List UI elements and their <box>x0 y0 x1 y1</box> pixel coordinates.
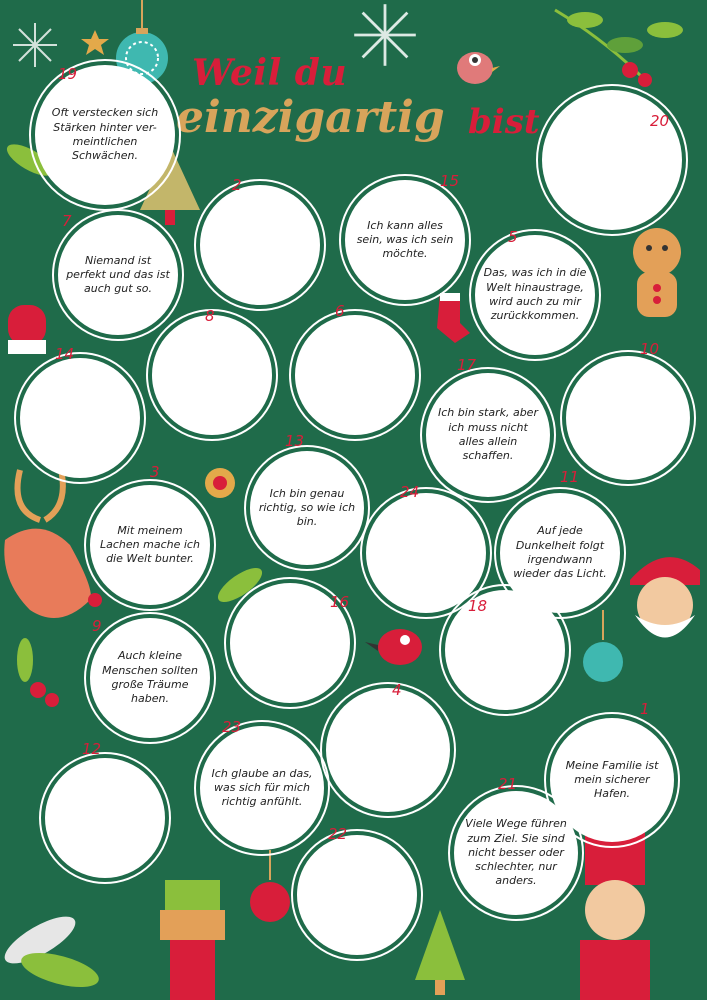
door-face <box>90 618 210 738</box>
ornament-gold-icon <box>200 455 240 505</box>
door-5[interactable] <box>469 229 601 361</box>
door-number: 20 <box>650 112 670 130</box>
door-face <box>200 185 320 305</box>
door-number: 19 <box>58 65 78 83</box>
door-number: 17 <box>457 356 477 374</box>
door-2[interactable] <box>194 179 326 311</box>
title-line-2: einzigartig <box>176 92 445 143</box>
door-text: Viele Wege führen zum Ziel. Sie sind nicht besser oder schlechter, nur anders. <box>465 817 567 888</box>
door-face <box>35 65 175 205</box>
bird-icon <box>450 40 500 90</box>
door-face <box>566 356 690 480</box>
door-10[interactable] <box>560 350 696 486</box>
door-number: 14 <box>55 345 75 363</box>
door-19[interactable] <box>29 59 181 211</box>
door-13[interactable] <box>244 445 370 571</box>
door-number: 10 <box>640 340 660 358</box>
door-4[interactable] <box>320 682 456 818</box>
door-text: Ich bin genau richtig, so wie ich bin. <box>258 486 356 529</box>
door-number: 22 <box>328 825 348 843</box>
door-number: 23 <box>222 718 242 736</box>
door-9[interactable] <box>84 612 216 744</box>
door-18[interactable] <box>439 584 571 716</box>
door-face <box>475 235 595 355</box>
door-15[interactable] <box>339 174 471 306</box>
door-text: Oft verstecken sich Stärken hinter ver-meintlichen Schwächen. <box>51 106 159 163</box>
door-number: 11 <box>560 468 580 486</box>
door-number: 6 <box>335 302 345 320</box>
door-text: Niemand ist perfekt und das ist auch gut so. <box>66 253 170 296</box>
door-number: 1 <box>640 700 650 718</box>
door-face <box>326 688 450 812</box>
door-number: 9 <box>92 617 102 635</box>
door-number: 12 <box>82 740 102 758</box>
door-face <box>454 791 578 915</box>
holly-berries-icon <box>0 620 70 740</box>
door-text: Mit meinem Lachen mache ich die Welt bunter. <box>100 523 200 566</box>
door-text: Ich bin stark, aber ich muss nicht alles allein schaffen. <box>438 406 538 463</box>
door-face <box>58 215 178 335</box>
door-text: Ich kann alles sein, was ich sein möchte. <box>356 218 454 261</box>
gingerbread-icon <box>612 220 702 340</box>
door-text: Meine Familie ist mein sicherer Hafen. <box>565 758 659 801</box>
door-face <box>200 726 324 850</box>
ornament-teal-icon <box>578 610 628 690</box>
door-text: Auf jede Dunkelheit folgt irgendwann wieder das Licht. <box>513 524 607 581</box>
door-number: 2 <box>232 176 242 194</box>
door-number: 4 <box>392 681 402 699</box>
mitten-icon <box>0 295 55 360</box>
door-number: 3 <box>150 463 160 481</box>
star-gold-icon <box>80 28 110 58</box>
door-number: 16 <box>330 593 350 611</box>
door-number: 18 <box>468 597 488 615</box>
door-text: Auch kleine Menschen sollten große Träume haben. <box>102 649 198 706</box>
gift-stack-icon <box>155 860 230 1000</box>
title-line-3: bist <box>468 102 540 142</box>
door-22[interactable] <box>291 829 423 961</box>
door-face <box>20 358 140 478</box>
door-6[interactable] <box>289 309 421 441</box>
door-face <box>542 90 682 230</box>
door-number: 13 <box>285 432 305 450</box>
door-3[interactable] <box>84 479 216 611</box>
door-17[interactable] <box>420 367 556 503</box>
door-8[interactable] <box>146 309 278 441</box>
door-face <box>250 451 364 565</box>
door-face <box>295 315 415 435</box>
door-text: Ich glaube an das, was sich für mich richtig anfühlt. <box>211 766 313 809</box>
snowflake-icon <box>350 0 420 70</box>
bird-icon <box>360 615 430 675</box>
door-face <box>45 758 165 878</box>
snowflake-icon <box>10 20 60 70</box>
door-number: 15 <box>440 172 460 190</box>
holly-leaves-icon <box>0 880 110 1000</box>
door-face <box>297 835 417 955</box>
door-number: 5 <box>508 228 518 246</box>
door-text: Das, was ich in die Welt hinaustrage, wird auch zu mir zurückkommen. <box>483 266 587 323</box>
door-face <box>445 590 565 710</box>
door-face <box>426 373 550 497</box>
door-face <box>90 485 210 605</box>
door-face <box>345 180 465 300</box>
door-number: 21 <box>498 775 518 793</box>
tree-icon <box>410 905 470 1000</box>
door-number: 24 <box>400 483 420 501</box>
door-23[interactable] <box>194 720 330 856</box>
door-12[interactable] <box>39 752 171 884</box>
ornament-red-icon <box>245 850 295 930</box>
door-face <box>152 315 272 435</box>
door-21[interactable] <box>448 785 584 921</box>
santa-icon <box>620 540 707 660</box>
door-14[interactable] <box>14 352 146 484</box>
door-number: 7 <box>62 212 72 230</box>
door-20[interactable] <box>536 84 688 236</box>
door-number: 8 <box>205 307 215 325</box>
title-line-1: Weil du <box>192 52 348 94</box>
